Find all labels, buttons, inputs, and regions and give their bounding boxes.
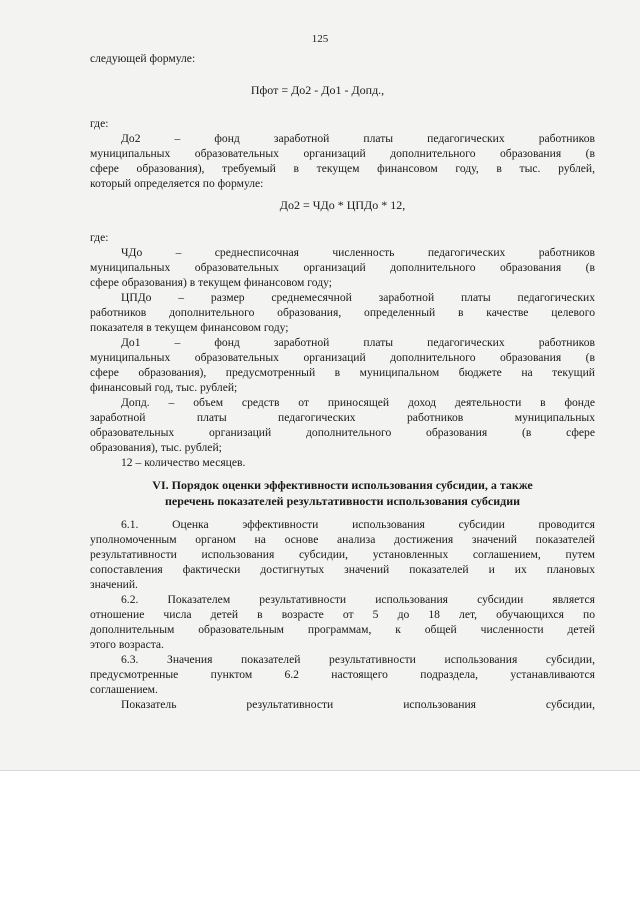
paragraph-line: уполномоченным органом на основе анализа достижения значений показателей	[90, 533, 595, 546]
paragraph-line: результативности использования субсидии, установленных соглашением, путем	[90, 548, 595, 561]
text-line: где:	[90, 117, 109, 130]
definition-line: сфере образования) в текущем финансовом году;	[90, 276, 332, 289]
text-line: где:	[90, 231, 109, 244]
definition-line: сфере образования), предусмотренный в муниципальном бюджете на текущий	[90, 366, 595, 379]
definition-line: образования), тыс. рублей;	[90, 441, 222, 454]
section-heading: VI. Порядок оценки эффективности использования субсидии, а также	[152, 478, 533, 492]
formula-do2: До2 = ЧДо * ЦПДо * 12,	[279, 198, 406, 212]
paragraph-line: сопоставления фактически достигнутых значений показателей и их плановых	[90, 563, 595, 576]
definition-line: муниципальных образовательных организаций дополнительного образования (в	[90, 147, 595, 160]
definition-line: ЧДо – среднесписочная численность педагогических работников	[121, 246, 595, 259]
page-number: 125	[311, 33, 329, 45]
definition-line: муниципальных образовательных организаций дополнительного образования (в	[90, 351, 595, 364]
paragraph-line: отношение числа детей в возрасте от 5 до 18 лет, обучающихся по	[90, 608, 595, 621]
paragraph-line: 6.1. Оценка эффективности использования субсидии проводится	[121, 518, 595, 531]
paragraph-line: этого возраста.	[90, 638, 164, 651]
paragraph-line: соглашением.	[90, 683, 158, 696]
definition-line: который определяется по формуле:	[90, 177, 264, 190]
definition-line: образовательных организаций дополнительного образования (в сфере	[90, 426, 595, 439]
definition-line: заработной платы педагогических работников муниципальных	[90, 411, 595, 424]
paragraph-line: Показатель результативности использования субсидии,	[121, 698, 595, 711]
formula-pfot: Пфот = До2 - До1 - Допд.,	[250, 83, 385, 97]
definition-line: До1 – фонд заработной платы педагогических работников	[121, 336, 595, 349]
paragraph-line: 6.3. Значения показателей результативности использования субсидии,	[121, 653, 595, 666]
definition-line: Допд. – объем средств от приносящей доход деятельности в фонде	[121, 396, 595, 409]
definition-line: сфере образования), требуемый в текущем финансовом году, в тыс. рублей,	[90, 162, 595, 175]
text-line: следующей формуле:	[90, 52, 196, 65]
definition-line: финансовый год, тыс. рублей;	[90, 381, 238, 394]
definition-line: показателя в текущем финансовом году;	[90, 321, 289, 334]
paragraph-line: дополнительным образовательным программам, к общей численности детей	[90, 623, 595, 636]
definition-line: 12 – количество месяцев.	[121, 456, 246, 469]
definition-line: работников дополнительного образования, определенный в качестве целевого	[90, 306, 595, 319]
definition-line: муниципальных образовательных организаций дополнительного образования (в	[90, 261, 595, 274]
paragraph-line: предусмотренные пунктом 6.2 настоящего подраздела, устанавливаются	[90, 668, 595, 681]
paragraph-line: 6.2. Показателем результативности использования субсидии является	[121, 593, 595, 606]
definition-line: До2 – фонд заработной платы педагогических работников	[121, 132, 595, 145]
definition-line: ЦПДо – размер среднемесячной заработной платы педагогических	[121, 291, 595, 304]
paragraph-line: значений.	[90, 578, 138, 591]
section-heading: перечень показателей результативности использования субсидии	[164, 494, 521, 508]
